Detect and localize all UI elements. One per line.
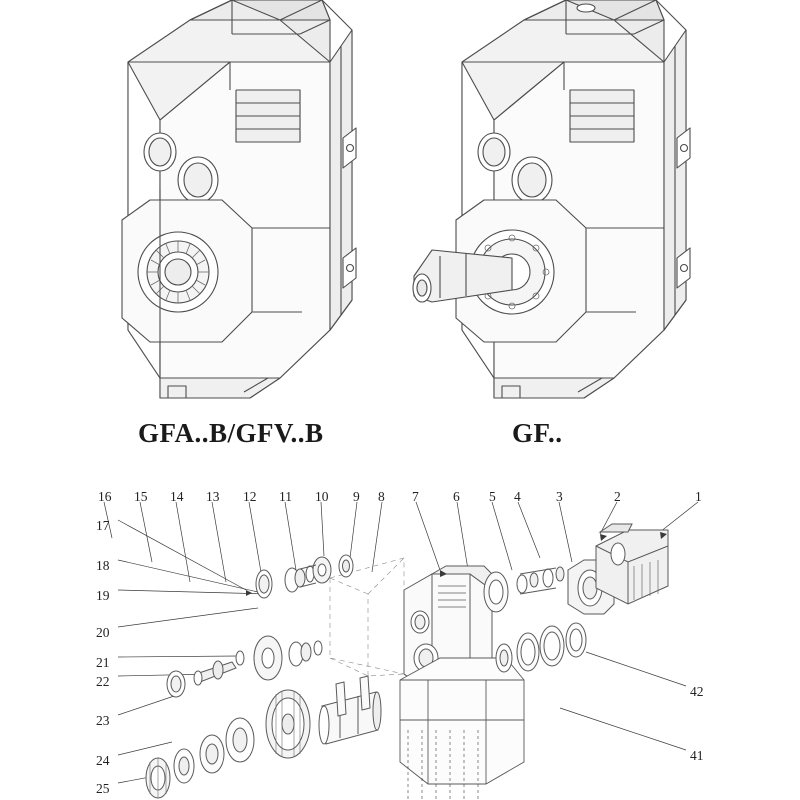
- callout-22: 22: [96, 674, 110, 689]
- callout-42: 42: [690, 684, 704, 699]
- callout-19: 19: [96, 588, 110, 603]
- callout-15: 15: [134, 489, 148, 504]
- callout-24: 24: [96, 753, 110, 768]
- caption-left: GFA..B/GFV..B: [138, 418, 324, 448]
- callout-8: 8: [378, 489, 385, 504]
- callout-7: 7: [412, 489, 419, 504]
- callout-18: 18: [96, 558, 110, 573]
- callout-10: 10: [315, 489, 329, 504]
- callout-5: 5: [489, 489, 496, 504]
- callout-13: 13: [206, 489, 220, 504]
- exploded-view-section: [0, 462, 800, 800]
- callout-20: 20: [96, 625, 110, 640]
- callout-4: 4: [514, 489, 521, 504]
- callout-11: 11: [279, 489, 292, 504]
- callout-23: 23: [96, 713, 110, 728]
- callout-1: 1: [695, 489, 702, 504]
- exploded-assembly-drawing: [0, 462, 800, 800]
- callout-12: 12: [243, 489, 257, 504]
- callout-6: 6: [453, 489, 460, 504]
- callout-41: 41: [690, 748, 704, 763]
- callout-16: 16: [98, 489, 112, 504]
- caption-right: GF..: [512, 418, 563, 448]
- callout-14: 14: [170, 489, 184, 504]
- callout-25: 25: [96, 781, 110, 796]
- callout-9: 9: [353, 489, 360, 504]
- callout-3: 3: [556, 489, 563, 504]
- callout-2: 2: [614, 489, 621, 504]
- callout-17: 17: [96, 518, 110, 533]
- callout-21: 21: [96, 655, 110, 670]
